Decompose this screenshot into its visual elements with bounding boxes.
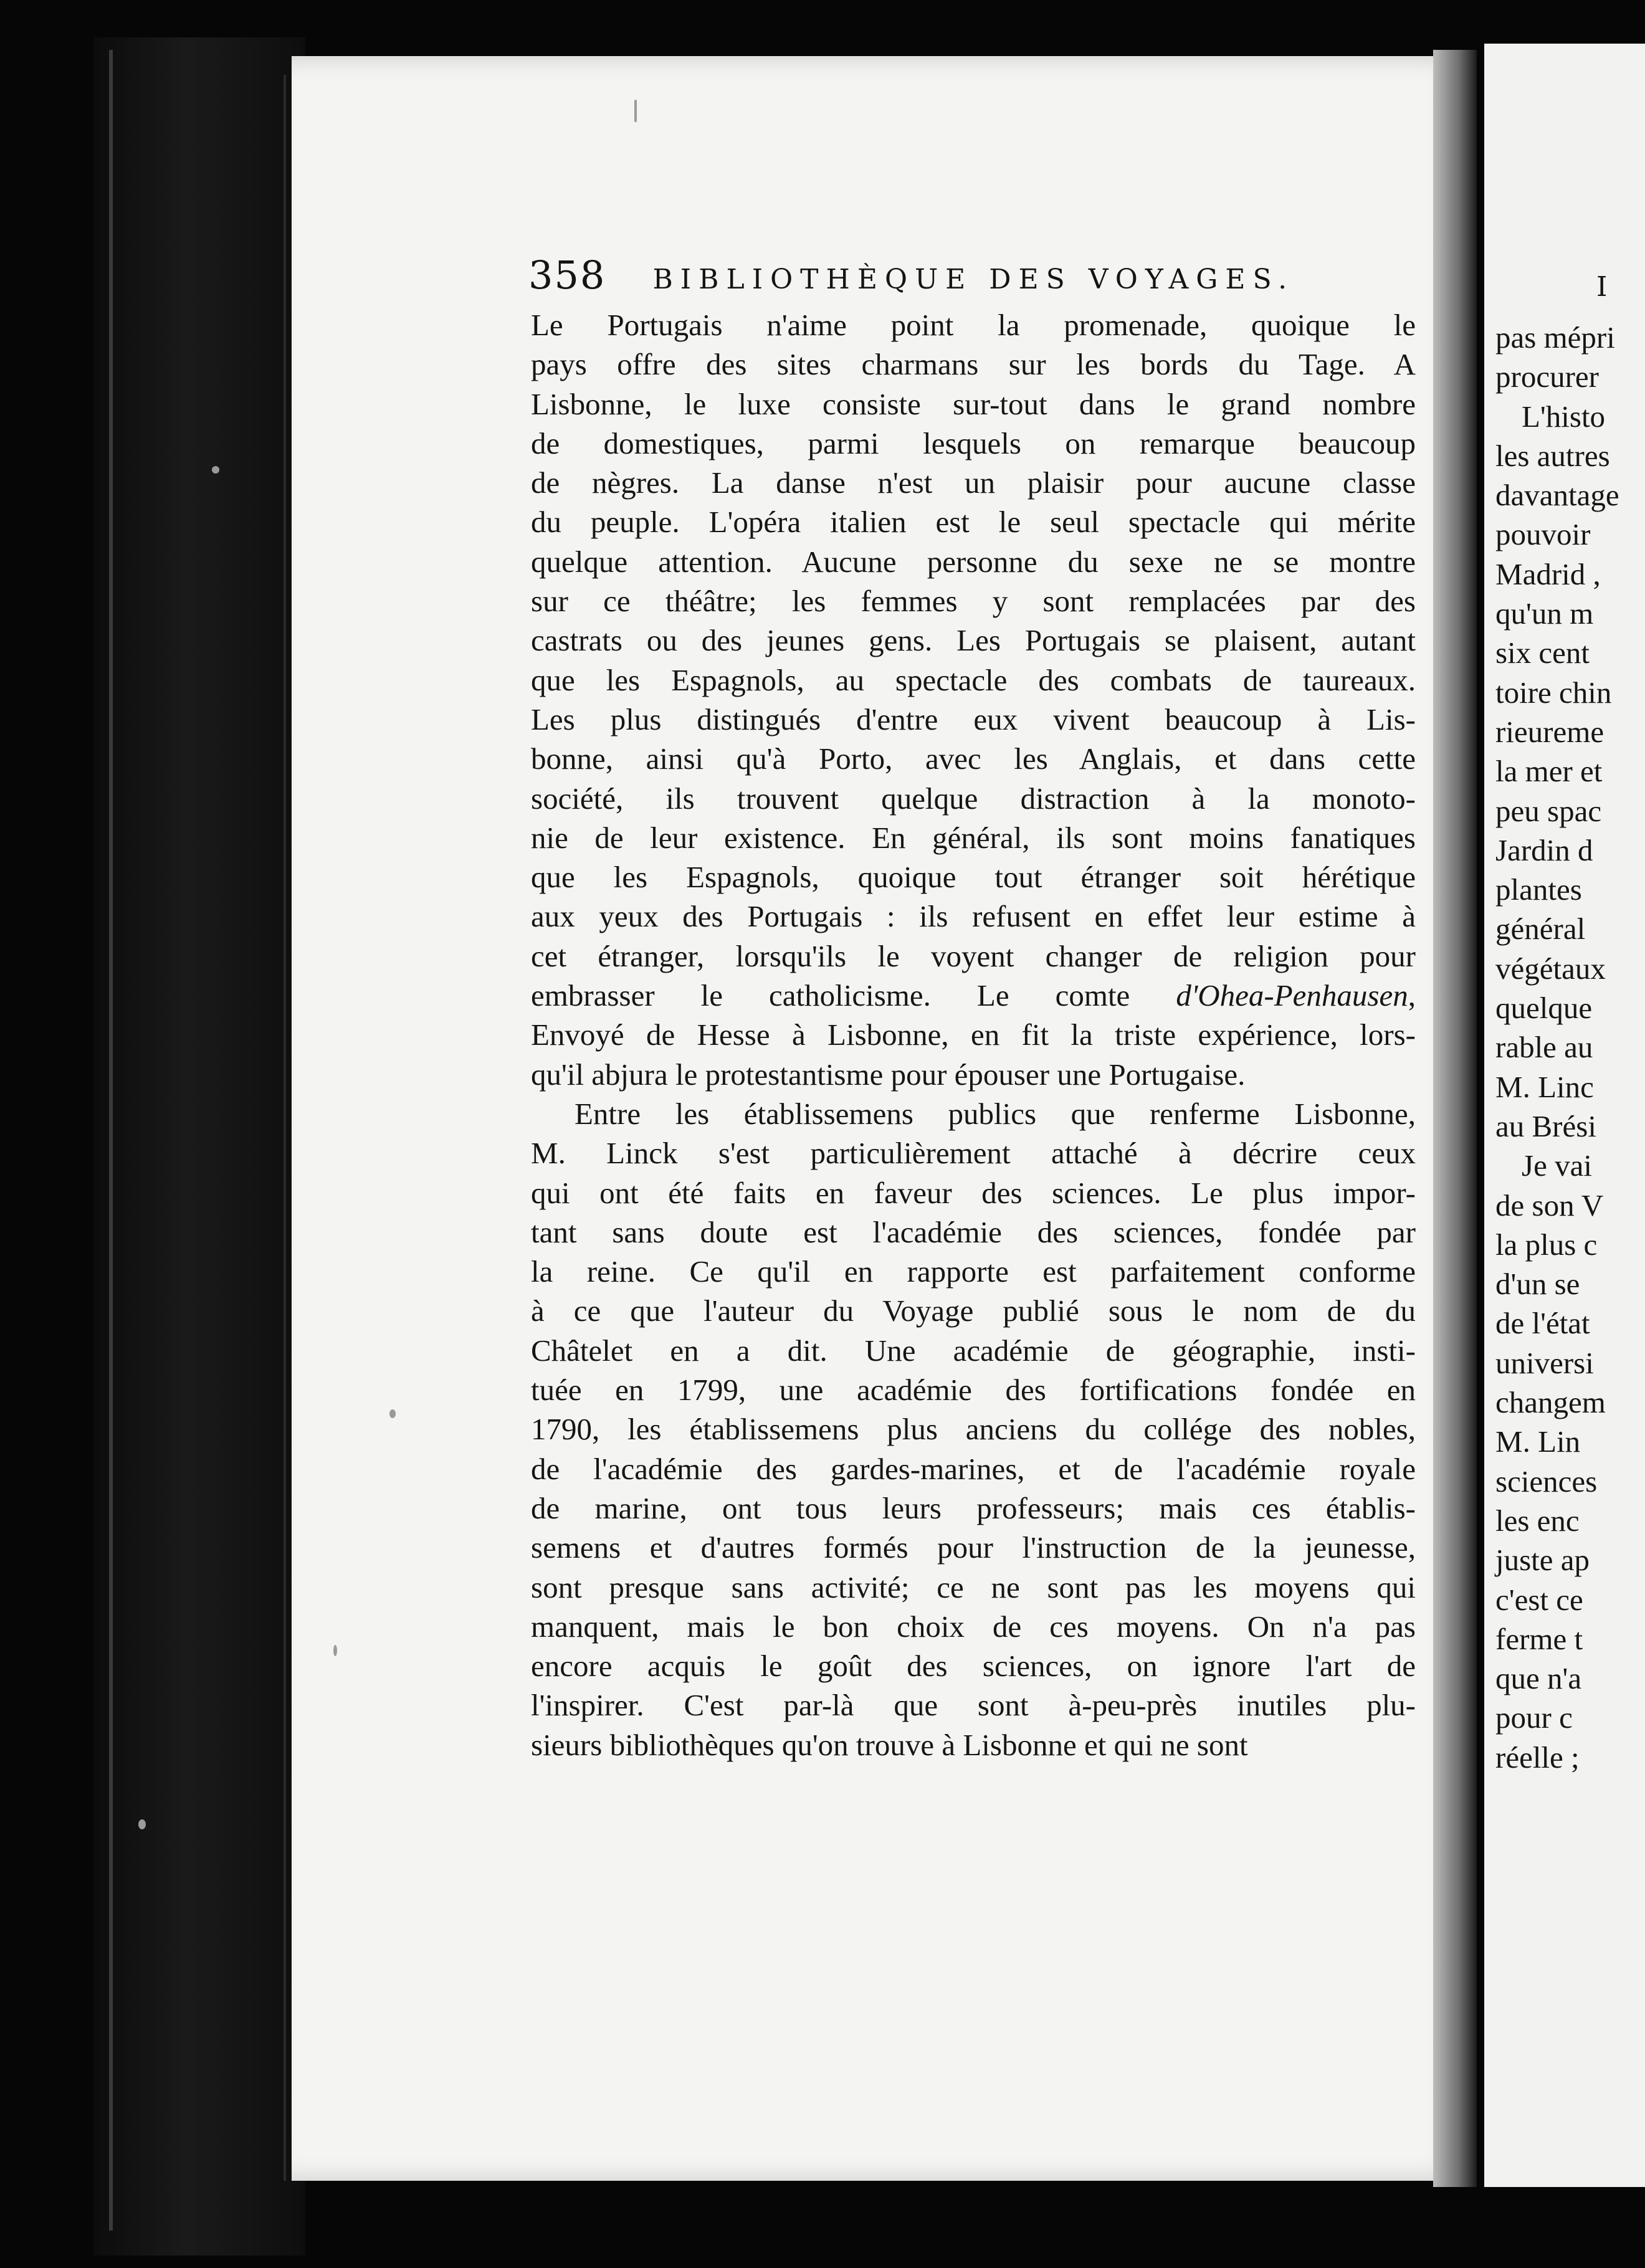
next-page-line: pour c: [1495, 1700, 1573, 1735]
text-line: 1790, les établissemens plus anciens du collége des nobles,: [531, 1412, 1416, 1447]
next-page-line: la mer et: [1495, 754, 1603, 789]
next-page-line: la plus c: [1495, 1227, 1598, 1262]
text-segment: embrasser le catholicisme. Le comte: [531, 978, 1176, 1013]
text-line: la reine. Ce qu'il en rapporte est parfaitement conforme: [531, 1254, 1416, 1289]
dust-speck: [212, 466, 219, 474]
text-line: nie de leur existence. En général, ils sont moins fanatiques: [531, 820, 1416, 855]
text-line: qui ont été faits en faveur des sciences. Le plus impor-: [531, 1175, 1416, 1210]
text-line: de l'académie des gardes-marines, et de l'académie royale: [531, 1451, 1416, 1486]
body-text: [531, 305, 1416, 1765]
next-page-line: qu'un m: [1495, 596, 1594, 631]
next-page-line: au Brési: [1495, 1108, 1596, 1143]
text-line: Châtelet en a dit. Une académie de géographie, insti-: [531, 1333, 1416, 1368]
text-line: tant sans doute est l'académie des sciences, fondée par: [531, 1214, 1416, 1249]
next-page-text: [1495, 318, 1645, 1777]
next-page-line: six cent: [1495, 636, 1590, 670]
text-line: Les plus distingués d'entre eux vivent beaucoup à Lis-: [531, 702, 1416, 736]
text-line: aux yeux des Portugais : ils refusent en effet leur estime à: [531, 899, 1416, 934]
next-page-line: d'un se: [1495, 1267, 1580, 1302]
text-line: de domestiques, parmi lesquels on remarque beaucoup: [531, 426, 1416, 460]
inner-edge-mark: [284, 75, 286, 2181]
text-line: à ce que l'auteur du Voyage publié sous le nom de du: [531, 1294, 1416, 1328]
next-page-line: L'histo: [1522, 399, 1606, 434]
text-line: que les Espagnols, au spectacle des combats de taureaux.: [531, 662, 1416, 697]
next-page-line: de son V: [1495, 1188, 1604, 1222]
text-line: pays offre des sites charmans sur les bords du Tage. A: [531, 347, 1416, 382]
text-line: sieurs bibliothèques qu'on trouve à Lisbonne et qui ne sont: [531, 1727, 1248, 1762]
text-line: Le Portugais n'aime point la promenade, quoique le: [531, 308, 1416, 342]
next-page-line: M. Linc: [1495, 1069, 1594, 1104]
next-page-line: rable au: [1495, 1030, 1593, 1065]
text-line: société, ils trouvent quelque distraction à la monoto-: [531, 781, 1416, 816]
text-line: [531, 976, 1416, 1015]
dust-speck: [634, 100, 637, 122]
text-line: que les Espagnols, quoique tout étranger soit hérétique: [531, 860, 1416, 895]
text-line: Entre les établissemens publics que renferme Lisbonne,: [575, 1096, 1416, 1131]
text-line: Envoyé de Hesse à Lisbonne, en fit la triste expérience, lors-: [531, 1017, 1416, 1052]
text-line: sur ce théâtre; les femmes y sont remplacées par des: [531, 584, 1416, 619]
dust-speck: [333, 1645, 337, 1656]
next-page-header-fragment: I: [1596, 271, 1608, 303]
next-page-line: Je vai: [1522, 1148, 1592, 1183]
text-segment: ,: [1408, 978, 1416, 1013]
running-title: BIBLIOTHÈQUE DES VOYAGES.: [652, 264, 1295, 295]
next-page-line: procurer: [1495, 360, 1599, 394]
text-line: l'inspirer. C'est par-là que sont à-peu-près inutiles plu-: [531, 1688, 1416, 1723]
text-line: castrats ou des jeunes gens. Les Portugais se plaisent, autant: [531, 623, 1416, 658]
text-line: de marine, ont tous leurs professeurs; mais ces établis-: [531, 1490, 1416, 1525]
text-line: cet étranger, lorsqu'ils le voyent changer de religion pour: [531, 938, 1416, 973]
next-page-line: les enc: [1495, 1503, 1580, 1538]
text-line: tuée en 1799, une académie des fortifications fondée en: [531, 1373, 1416, 1408]
next-page-line: toire chin: [1495, 675, 1612, 710]
next-page-line: plantes: [1495, 872, 1582, 907]
next-page-line: général: [1495, 912, 1586, 946]
next-page-line: peu spac: [1495, 793, 1602, 828]
page-gutter-shadow: [1433, 50, 1477, 2187]
italic-name: d'Ohea-Penhausen: [1176, 978, 1408, 1013]
text-line: qu'il abjura le protestantisme pour épouser une Portugaise.: [531, 1057, 1246, 1092]
next-page-line: quelque: [1495, 991, 1593, 1026]
next-page-line: pouvoir: [1495, 517, 1591, 552]
next-page-line: les autres: [1495, 438, 1610, 473]
text-line: semens et d'autres formés pour l'instruction de la jeunesse,: [531, 1530, 1416, 1565]
text-line: sont presque sans activité; ce ne sont pas les moyens qui: [531, 1570, 1416, 1604]
left-edge-mark: [109, 50, 113, 2231]
next-page-line: que n'a: [1495, 1661, 1582, 1696]
next-page-line: rieureme: [1495, 714, 1604, 749]
next-page-line: Madrid ,: [1495, 556, 1601, 591]
text-line: bonne, ainsi qu'à Porto, avec les Anglais, et dans cette: [531, 741, 1416, 776]
book-page-right-fragment: [1484, 44, 1645, 2187]
next-page-line: végétaux: [1495, 951, 1606, 986]
text-line: de nègres. La danse n'est un plaisir pour aucune classe: [531, 465, 1416, 500]
text-line: manquent, mais le bon choix de ces moyens. On n'a pas: [531, 1609, 1416, 1644]
next-page-line: M. Lin: [1495, 1424, 1581, 1459]
text-line: encore acquis le goût des sciences, on ignore l'art de: [531, 1649, 1416, 1684]
text-line: Lisbonne, le luxe consiste sur-tout dans le grand nombre: [531, 386, 1416, 421]
next-page-line: Jardin d: [1495, 832, 1593, 867]
next-page-line: sciences: [1495, 1464, 1598, 1498]
text-line: M. Linck s'est particulièrement attaché à décrire ceux: [531, 1136, 1416, 1171]
next-page-line: pas mépri: [1495, 320, 1615, 355]
text-line: du peuple. L'opéra italien est le seul spectacle qui mérite: [531, 505, 1416, 540]
text-line: quelque attention. Aucune personne du sexe ne se montre: [531, 544, 1416, 579]
book-spine-shadow: [93, 37, 305, 2256]
next-page-line: davantage: [1495, 478, 1619, 513]
dust-speck: [138, 1819, 146, 1829]
page-header: [528, 252, 1338, 296]
next-page-line: de l'état: [1495, 1306, 1590, 1341]
next-page-line: réelle ;: [1495, 1740, 1580, 1775]
dust-speck: [389, 1409, 396, 1418]
next-page-line: juste ap: [1495, 1543, 1590, 1578]
next-page-line: universi: [1495, 1345, 1594, 1380]
next-page-line: ferme t: [1495, 1621, 1583, 1656]
page-number: 358: [528, 252, 606, 298]
next-page-line: changem: [1495, 1385, 1606, 1420]
next-page-line: c'est ce: [1495, 1582, 1583, 1617]
